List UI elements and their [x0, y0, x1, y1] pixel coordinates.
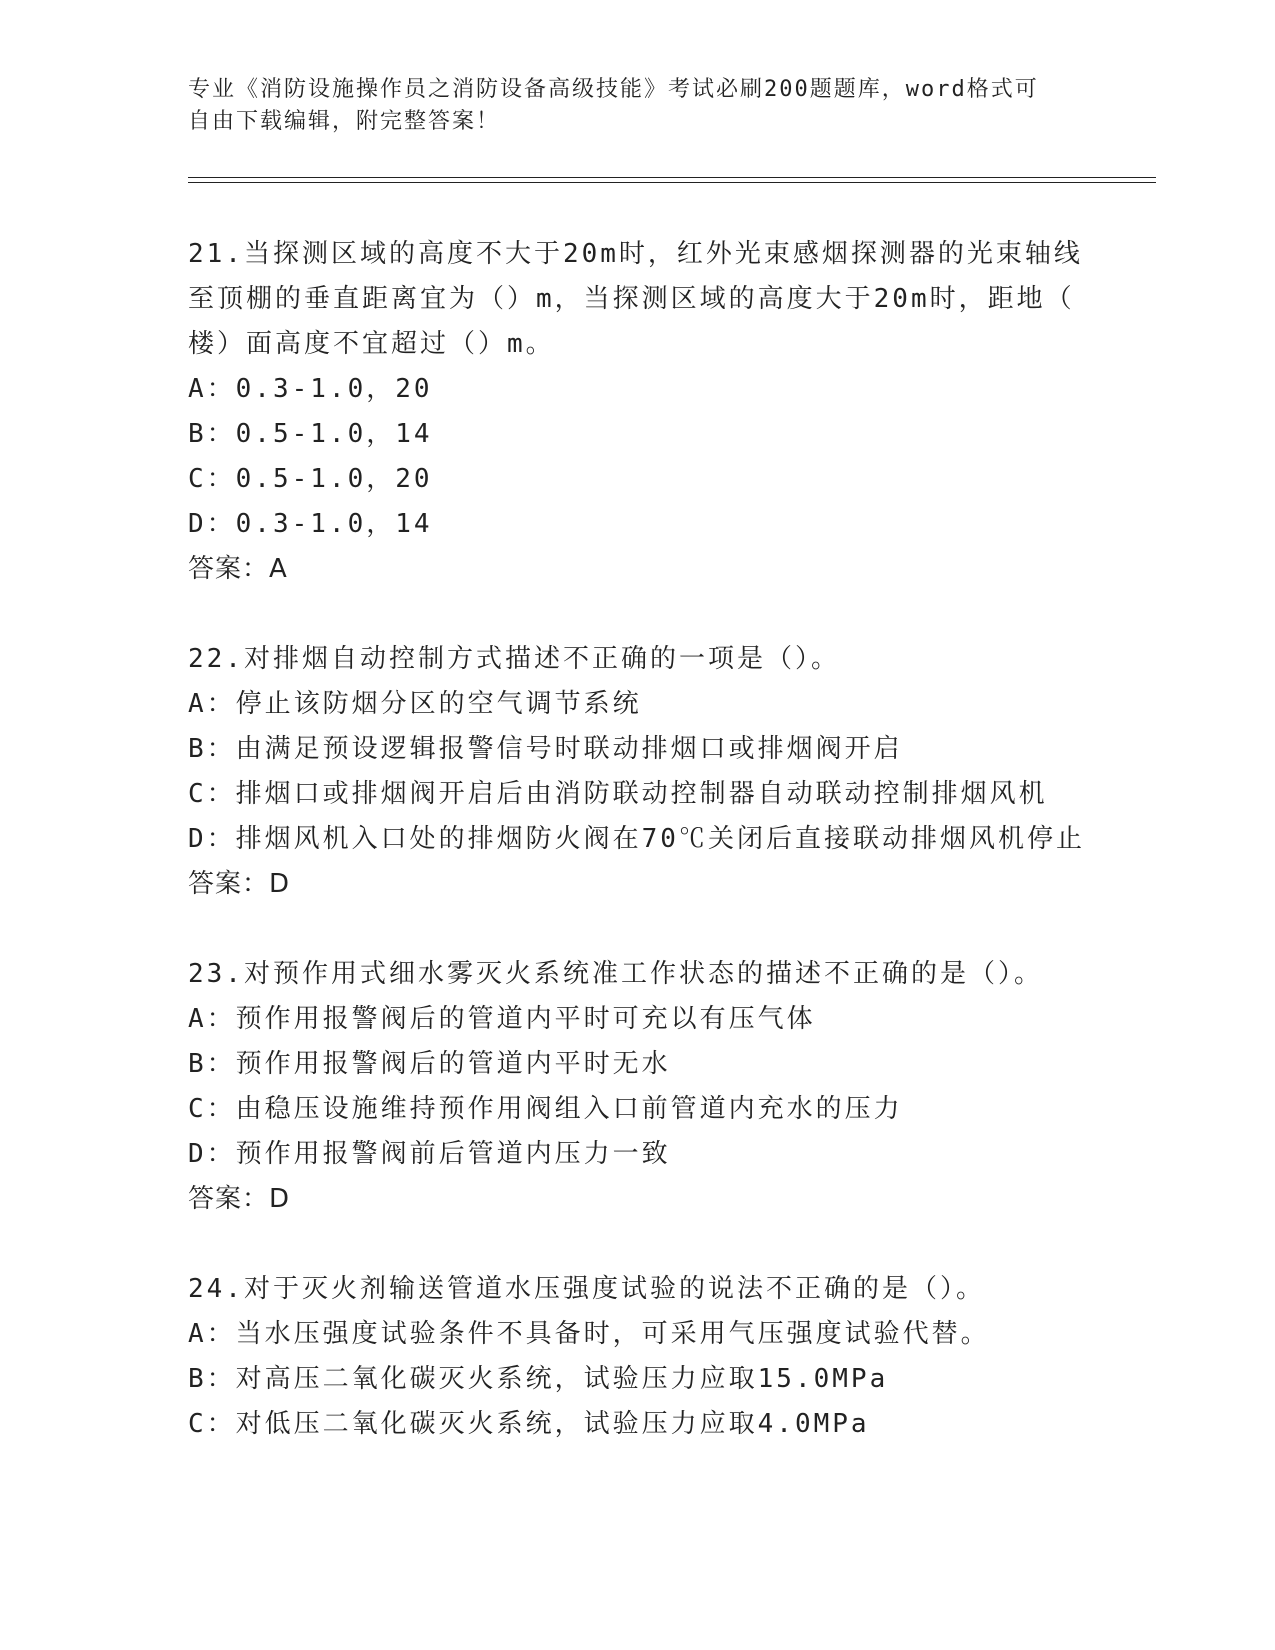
header-divider-top: [188, 177, 1156, 178]
header-divider-bottom: [188, 182, 1156, 183]
option-b: B：0.5-1.0，14: [188, 419, 433, 449]
stem-line: 21.当探测区域的高度不大于20m时，红外光束感烟探测器的光束轴线: [188, 239, 1083, 269]
question-stem: [188, 637, 1088, 682]
option-b: B：由满足预设逻辑报警信号时联动排烟口或排烟阀开启: [188, 734, 903, 764]
question-list: [188, 232, 1088, 1492]
stem-line: 24.对于灭火剂输送管道水压强度试验的说法不正确的是（）。: [188, 1274, 985, 1304]
option-d: D：排烟风机入口处的排烟防火阀在70℃关闭后直接联动排烟风机停止: [188, 824, 1085, 854]
answer: 答案：D: [188, 869, 291, 899]
question-stem: [188, 232, 1088, 367]
option-d: D：预作用报警阀前后管道内压力一致: [188, 1139, 671, 1169]
question-21: [188, 232, 1088, 592]
stem-line: 23.对预作用式细水雾灭火系统准工作状态的描述不正确的是（）。: [188, 959, 1043, 989]
option-c: C：排烟口或排烟阀开启后由消防联动控制器自动联动控制排烟风机: [188, 779, 1048, 809]
header-line-1: 专业《消防设施操作员之消防设备高级技能》考试必刷200题题库，word格式可: [188, 77, 1039, 102]
option-b: B：对高压二氧化碳灭火系统，试验压力应取15.0MPa: [188, 1364, 889, 1394]
option-a: A：预作用报警阀后的管道内平时可充以有压气体: [188, 1004, 816, 1034]
question-24: [188, 1267, 1088, 1447]
question-stem: [188, 1267, 1088, 1312]
document-header: [188, 74, 1088, 138]
question-23: [188, 952, 1088, 1222]
stem-line: 至顶棚的垂直距离宜为（）m，当探测区域的高度大于20m时，距地（: [188, 284, 1075, 314]
stem-line: 22.对排烟自动控制方式描述不正确的一项是（）。: [188, 644, 840, 674]
option-a: A：当水压强度试验条件不具备时，可采用气压强度试验代替。: [188, 1319, 990, 1349]
option-a: A：停止该防烟分区的空气调节系统: [188, 689, 642, 719]
option-a: A：0.3-1.0，20: [188, 374, 433, 404]
option-c: C：由稳压设施维持预作用阀组入口前管道内充水的压力: [188, 1094, 903, 1124]
option-b: B：预作用报警阀后的管道内平时无水: [188, 1049, 671, 1079]
answer: 答案：A: [188, 554, 288, 584]
stem-line: 楼）面高度不宜超过（）m。: [188, 329, 555, 359]
question-stem: [188, 952, 1088, 997]
option-d: D：0.3-1.0，14: [188, 509, 433, 539]
header-line-2: 自由下载编辑，附完整答案！: [188, 109, 501, 134]
option-c: C：对低压二氧化碳灭火系统，试验压力应取4.0MPa: [188, 1409, 870, 1439]
answer: 答案：D: [188, 1184, 291, 1214]
question-22: [188, 637, 1088, 907]
option-c: C：0.5-1.0，20: [188, 464, 433, 494]
